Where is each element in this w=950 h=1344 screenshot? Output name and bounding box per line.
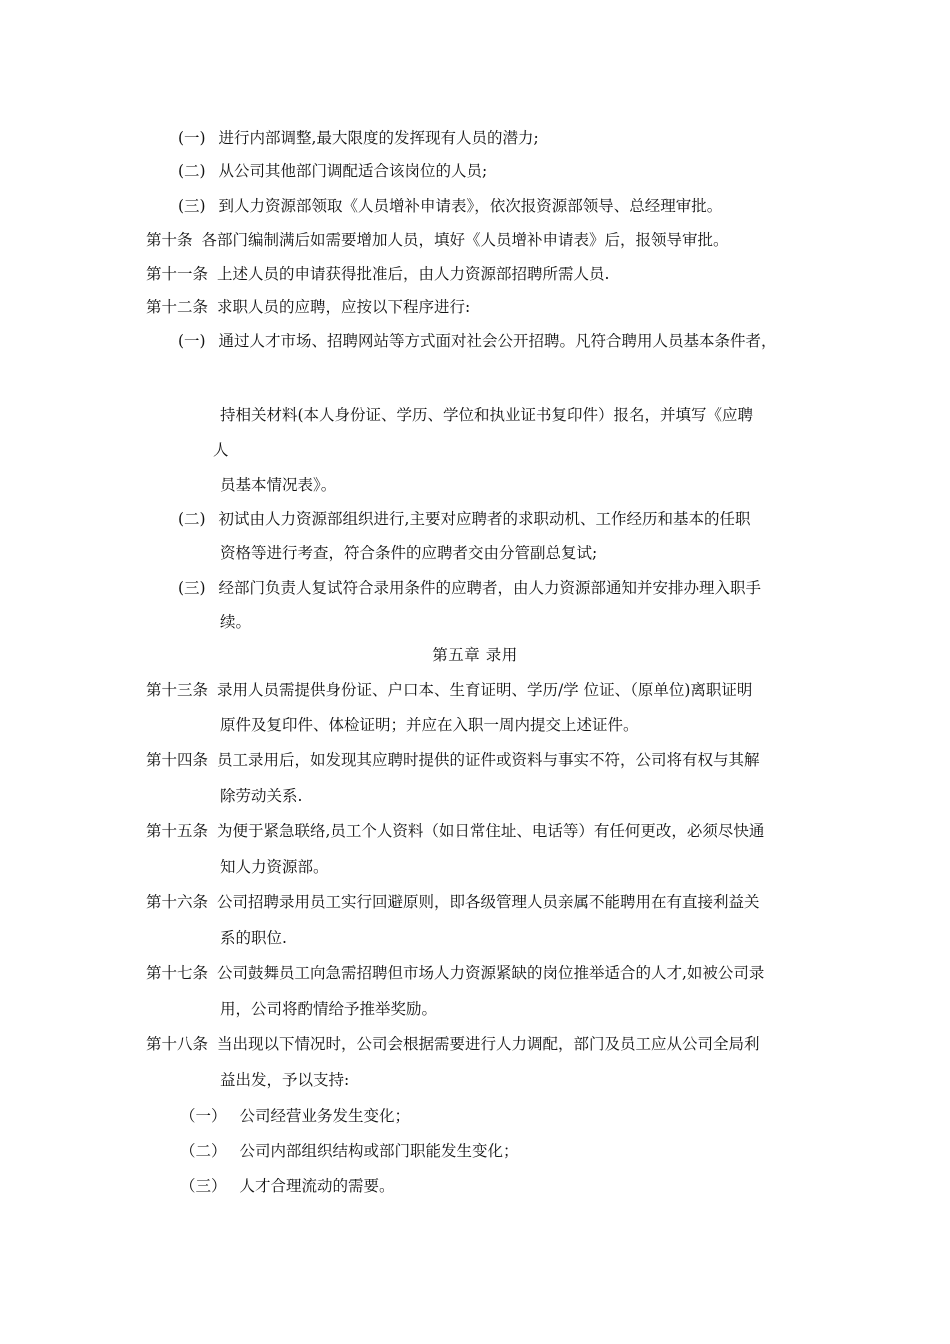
article-label: 第十四条 xyxy=(146,751,209,769)
article-12-item xyxy=(178,578,761,598)
article-text: 公司鼓舞员工向急需招聘但市场人力资源紧缺的岗位推举适合的人才,如被公司录 xyxy=(216,964,765,982)
article-text-continued: 用，公司将酌情给予推举奖励。 xyxy=(220,1000,438,1018)
item-text: 公司经营业务发生变化； xyxy=(239,1107,410,1125)
article-label: 第十二条 xyxy=(146,298,209,316)
article-label: 第十条 xyxy=(146,231,193,249)
item-marker: (二) xyxy=(178,510,206,528)
item-text: 从公司其他部门调配适合该岗位的人员; xyxy=(218,162,488,180)
item-text-continued: 续。 xyxy=(220,613,252,631)
item-marker: (三) xyxy=(178,197,206,215)
article-text: 当出现以下情况时，公司会根据需要进行人力调配，部门及员工应从公司全局利 xyxy=(216,1035,760,1053)
item-text: 公司内部组织结构或部门职能发生变化； xyxy=(239,1142,519,1160)
article-18-item xyxy=(180,1176,394,1196)
article-17 xyxy=(146,963,764,983)
article-text-continued: 系的职位. xyxy=(220,929,287,947)
article-label: 第十一条 xyxy=(146,265,209,283)
article-label: 第十七条 xyxy=(146,964,209,982)
article-text-continued: 除劳动关系. xyxy=(220,787,303,805)
item-marker: (三) xyxy=(178,579,206,597)
article-12 xyxy=(146,297,470,317)
item-marker: (一) xyxy=(178,332,206,350)
article-18-item xyxy=(180,1106,410,1126)
article-text: 各部门编制满后如需要增加人员，填好《人员增补申请表》后，报领导审批。 xyxy=(201,231,729,249)
article-10 xyxy=(146,230,728,250)
item-text: 到人力资源部领取《人员增补申请表》，依次报资源部领导、总经理审批。 xyxy=(218,197,723,215)
item-text-continued: 资格等进行考查，符合条件的应聘者交由分管副总复试; xyxy=(220,544,598,562)
item-text: 经部门负责人复试符合录用条件的应聘者，由人力资源部通知并安排办理入职手 xyxy=(218,579,762,597)
item-marker: (一) xyxy=(178,129,206,147)
article-text: 员工录用后，如发现其应聘时提供的证件或资料与事实不符，公司将有权与其解 xyxy=(216,751,760,769)
item-marker: （三） xyxy=(180,1177,227,1195)
intro-item xyxy=(178,161,487,181)
article-12-item xyxy=(178,509,750,529)
item-text: 初试由人力资源部组织进行,主要对应聘者的求职动机、工作经历和基本的任职 xyxy=(218,510,751,528)
item-marker: （二） xyxy=(180,1142,227,1160)
article-14 xyxy=(146,750,759,770)
article-11 xyxy=(146,264,609,284)
article-label: 第十六条 xyxy=(146,893,209,911)
article-16 xyxy=(146,892,759,912)
intro-item xyxy=(178,128,539,148)
article-13 xyxy=(146,680,752,700)
article-text-continued: 知人力资源部。 xyxy=(220,858,329,876)
article-label: 第十三条 xyxy=(146,681,209,699)
chapter-title: 第五章 录用 xyxy=(432,646,518,664)
item-text-continued: 持相关材料(本人身份证、学历、学位和执业证书复印件）报名，并填写《应聘 xyxy=(220,406,754,424)
item-text: 人才合理流动的需要。 xyxy=(239,1177,395,1195)
article-18-item xyxy=(180,1141,518,1161)
article-text: 录用人员需提供身份证、户口本、生育证明、学历/学 位证、（原单位)离职证明 xyxy=(216,681,753,699)
item-marker: (二) xyxy=(178,162,206,180)
article-text: 为便于紧急联络,员工个人资料（如日常住址、电话等）有任何更改，必须尽快通 xyxy=(216,822,765,840)
item-text: 通过人才市场、招聘网站等方式面对社会公开招聘。凡符合聘用人员基本条件者， xyxy=(218,332,777,350)
article-15 xyxy=(146,821,764,841)
item-text-continued: 人 xyxy=(213,441,229,459)
intro-item xyxy=(178,196,722,216)
article-text: 公司招聘录用员工实行回避原则，即各级管理人员亲属不能聘用在有直接利益关 xyxy=(216,893,760,911)
article-12-item xyxy=(178,331,777,351)
article-text-continued: 益出发，予以支持: xyxy=(220,1071,350,1089)
article-text: 上述人员的申请获得批准后，由人力资源部招聘所需人员. xyxy=(216,265,610,283)
item-text-continued: 员基本情况表》。 xyxy=(220,476,337,494)
item-marker: （一） xyxy=(180,1107,227,1125)
article-label: 第十八条 xyxy=(146,1035,209,1053)
article-text-continued: 原件及复印件、体检证明；并应在入职一周内提交上述证件。 xyxy=(220,716,639,734)
article-text: 求职人员的应聘，应按以下程序进行: xyxy=(216,298,471,316)
item-text: 进行内部调整,最大限度的发挥现有人员的潜力; xyxy=(218,129,539,147)
article-label: 第十五条 xyxy=(146,822,209,840)
article-18 xyxy=(146,1034,759,1054)
